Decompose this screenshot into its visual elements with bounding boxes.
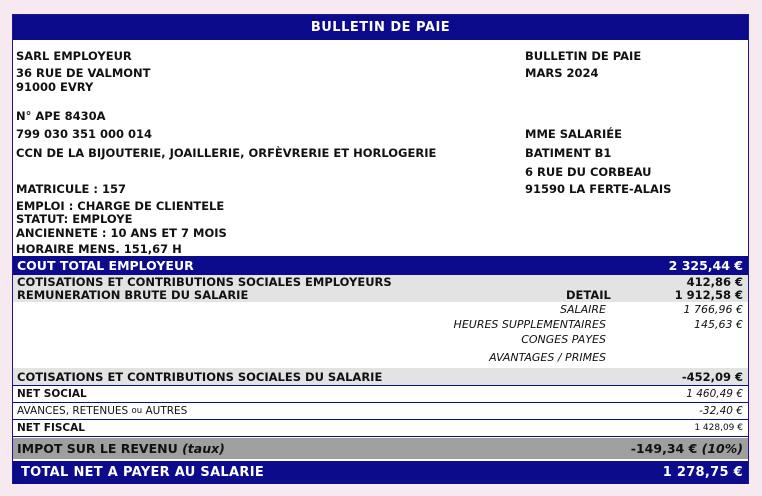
detail-salaire-label: SALAIRE (560, 303, 606, 316)
avances-label-a: AVANCES, RETENUES (17, 405, 129, 417)
row-cout-total (13, 256, 748, 275)
employer-name: SARL EMPLOYEUR (16, 49, 132, 63)
header-block (13, 40, 748, 255)
row-net-social (13, 386, 748, 403)
detail-salaire-value: 1 766,96 € (683, 303, 743, 316)
employee-address-line2: 6 RUE DU CORBEAU (525, 165, 652, 179)
row-remuneration-brute (13, 288, 748, 302)
employee-name: MME SALARIÉE (525, 127, 623, 141)
cout-total-label: COUT TOTAL EMPLOYEUR (17, 258, 194, 273)
impot-amount: -149,34 € (630, 441, 698, 456)
impot-label (17, 438, 225, 459)
detail-avantages-label: AVANTAGES / PRIMES (489, 351, 606, 364)
net-social-label: NET SOCIAL (17, 388, 87, 400)
detail-heures-sup-value: 145,63 € (694, 318, 743, 331)
impot-label-text: IMPOT SUR LE REVENU (17, 441, 178, 456)
bulletin-period: MARS 2024 (525, 66, 599, 80)
avances-value: -32,40 € (699, 405, 743, 417)
row-avances (13, 403, 748, 420)
avances-label (17, 403, 187, 419)
employee-address-line3: 91590 LA FERTE-ALAIS (525, 182, 672, 196)
net-fiscal-label: NET FISCAL (17, 422, 85, 434)
avances-label-c: AUTRES (145, 405, 188, 417)
cotis-employeur-value: 412,86 € (686, 274, 743, 289)
net-social-value: 1 460,49 € (686, 388, 743, 400)
payslip (12, 14, 749, 484)
row-cotis-salarie (13, 368, 748, 386)
bulletin-label: BULLETIN DE PAIE (525, 49, 642, 63)
row-cotis-employeur (13, 275, 748, 288)
employer-siret: 799 030 351 000 014 (16, 127, 153, 141)
cotis-employeur-label: COTISATIONS ET CONTRIBUTIONS SOCIALES EMPLOYEURS (17, 274, 392, 289)
impot-taux: (taux) (182, 441, 225, 456)
detail-heures-sup-label: HEURES SUPPLEMENTAIRES (453, 318, 606, 331)
row-total-net (13, 461, 748, 484)
employee-address-line1: BATIMENT B1 (525, 146, 612, 160)
row-impot (13, 438, 748, 459)
payslip-title: BULLETIN DE PAIE (13, 15, 748, 40)
employee-horaire: HORAIRE MENS. 151,67 H (16, 242, 182, 256)
detail-conges-payes-label: CONGES PAYES (521, 333, 606, 346)
total-net-label: TOTAL NET A PAYER AU SALARIE (21, 465, 265, 480)
total-net-value: 1 278,75 € (662, 465, 743, 480)
employer-address-line2: 91000 EVRY (16, 80, 94, 94)
cotis-salarie-value: -452,09 € (681, 369, 743, 384)
cotis-salarie-label: COTISATIONS ET CONTRIBUTIONS SOCIALES DU SALARIE (17, 369, 383, 384)
row-net-fiscal (13, 420, 748, 437)
employee-anciennete: ANCIENNETE : 10 ANS ET 7 MOIS (16, 226, 227, 240)
employee-matricule: MATRICULE : 157 (16, 182, 127, 196)
cout-total-value: 2 325,44 € (668, 258, 743, 273)
employee-emploi: EMPLOI : CHARGE DE CLIENTELE (16, 199, 225, 213)
net-fiscal-value: 1 428,09 € (694, 423, 743, 433)
employer-ccn: CCN DE LA BIJOUTERIE, JOAILLERIE, ORFÈVRERIE ET HORLOGERIE (16, 146, 437, 160)
employer-address-line1: 36 RUE DE VALMONT (16, 66, 151, 80)
avances-label-b: ou (131, 406, 143, 416)
detail-header: DETAIL (566, 288, 611, 302)
remuneration-label: REMUNERATION BRUTE DU SALARIE (17, 288, 249, 302)
employee-statut: STATUT: EMPLOYE (16, 212, 133, 226)
impot-value (631, 438, 743, 459)
remuneration-value: 1 912,58 € (674, 288, 743, 302)
impot-pct: (10%) (701, 441, 743, 456)
employer-ape: N° APE 8430A (16, 109, 106, 123)
